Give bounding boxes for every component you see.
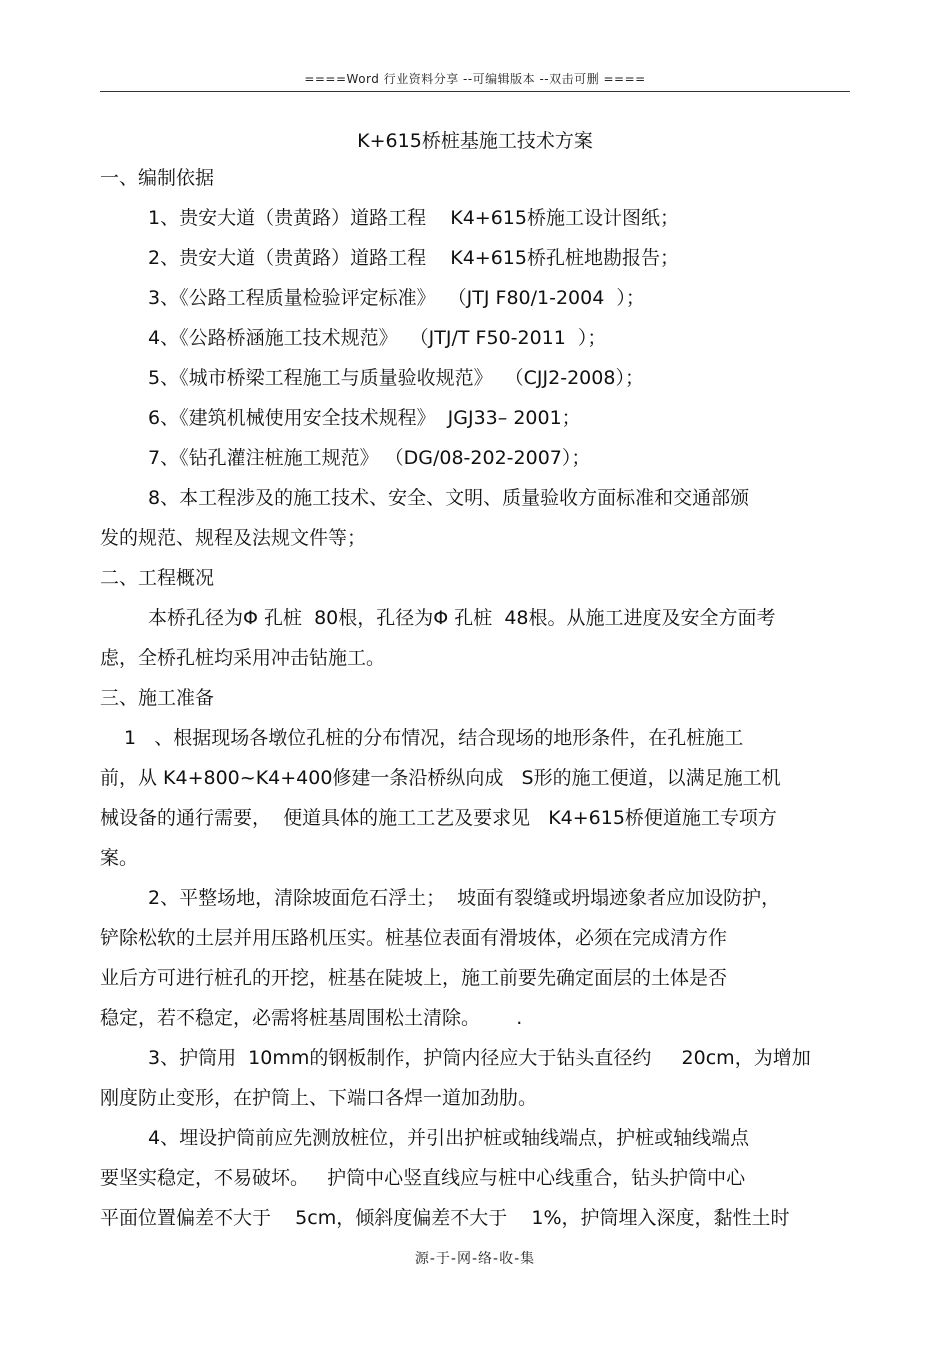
paragraph-line: 3、护筒用 10mm的钢板制作，护筒内径应大于钻头直径约 20cm，为增加 <box>148 1047 811 1069</box>
section-heading: 一、编制依据 <box>100 167 215 189</box>
list-item: 7、《钻孔灌注桩施工规范》 （DG/08-202-2007）； <box>148 447 591 469</box>
paragraph-line: 1 、根据现场各墩位孔桩的分布情况，结合现场的地形条件，在孔桩施工 <box>124 727 744 749</box>
list-item: 4、《公路桥涵施工技术规范》 （JTJ/T F50-2011 ）； <box>148 327 607 349</box>
list-item: 6、《建筑机械使用安全技术规程》 JGJ33– 2001； <box>148 407 581 429</box>
paragraph-line: 案。 <box>100 847 139 869</box>
paragraph-line: 4、埋设护筒前应先测放桩位，并引出护桩或轴线端点，护桩或轴线端点 <box>148 1127 750 1149</box>
paragraph-line: 本桥孔径为Φ 孔桩 80根，孔径为Φ 孔桩 48根。从施工进度及安全方面考 <box>148 607 776 629</box>
list-item: 3、《公路工程质量检验评定标准》 （JTJ F80/1-2004 ）； <box>148 287 645 309</box>
section-heading: 三、施工准备 <box>100 687 215 709</box>
paragraph-line: 虑，全桥孔桩均采用冲击钻施工。 <box>100 647 386 669</box>
paragraph-line: 稳定，若不稳定，必需将桩基周围松土清除。 . <box>100 1007 523 1029</box>
list-item: 5、《城市桥梁工程施工与质量验收规范》 （CJJ2-2008）； <box>148 367 644 389</box>
paragraph-line: 平面位置偏差不大于 5cm，倾斜度偏差不大于 1%，护筒埋入深度，黏性土时 <box>100 1207 790 1229</box>
page-footer: 源-于-网-络-收-集 <box>414 1251 536 1267</box>
paragraph-line: 业后方可进行桩孔的开挖，桩基在陡坡上，施工前要先确定面层的土体是否 <box>100 967 728 989</box>
paragraph-line: 前，从 K4+800~K4+400修建一条沿桥纵向成 S形的施工便道，以满足施工机 <box>100 767 781 789</box>
list-item: 1、贵安大道（贵黄路）道路工程 K4+615桥施工设计图纸； <box>148 207 679 229</box>
header-divider <box>100 91 850 92</box>
paragraph-line: 械设备的通行需要， 便道具体的施工工艺及要求见 K4+615桥便道施工专项方 <box>100 807 777 829</box>
list-item: 2、贵安大道（贵黄路）道路工程 K4+615桥孔桩地勘报告； <box>148 247 679 269</box>
document-title: K+615桥桩基施工技术方案 <box>357 130 593 152</box>
paragraph-line: 铲除松软的土层并用压路机压实。桩基位表面有滑坡体，必须在完成清方作 <box>100 927 728 949</box>
paragraph-line: 刚度防止变形，在护筒上、下端口各焊一道加劲肋。 <box>100 1087 538 1109</box>
list-item: 8、本工程涉及的施工技术、安全、文明、质量验收方面标准和交通部颁 <box>148 487 750 509</box>
paragraph-line: 2、平整场地，清除坡面危石浮土； 坡面有裂缝或坍塌迹象者应加设防护， <box>148 887 781 909</box>
paragraph-line: 要坚实稳定，不易破坏。 护筒中心竖直线应与桩中心线重合，钻头护筒中心 <box>100 1167 746 1189</box>
list-item-continuation: 发的规范、规程及法规文件等； <box>100 527 367 549</box>
page-header: ====Word 行业资料分享 --可编辑版本 --双击可删 ==== <box>304 72 646 86</box>
section-heading: 二、工程概况 <box>100 567 215 589</box>
